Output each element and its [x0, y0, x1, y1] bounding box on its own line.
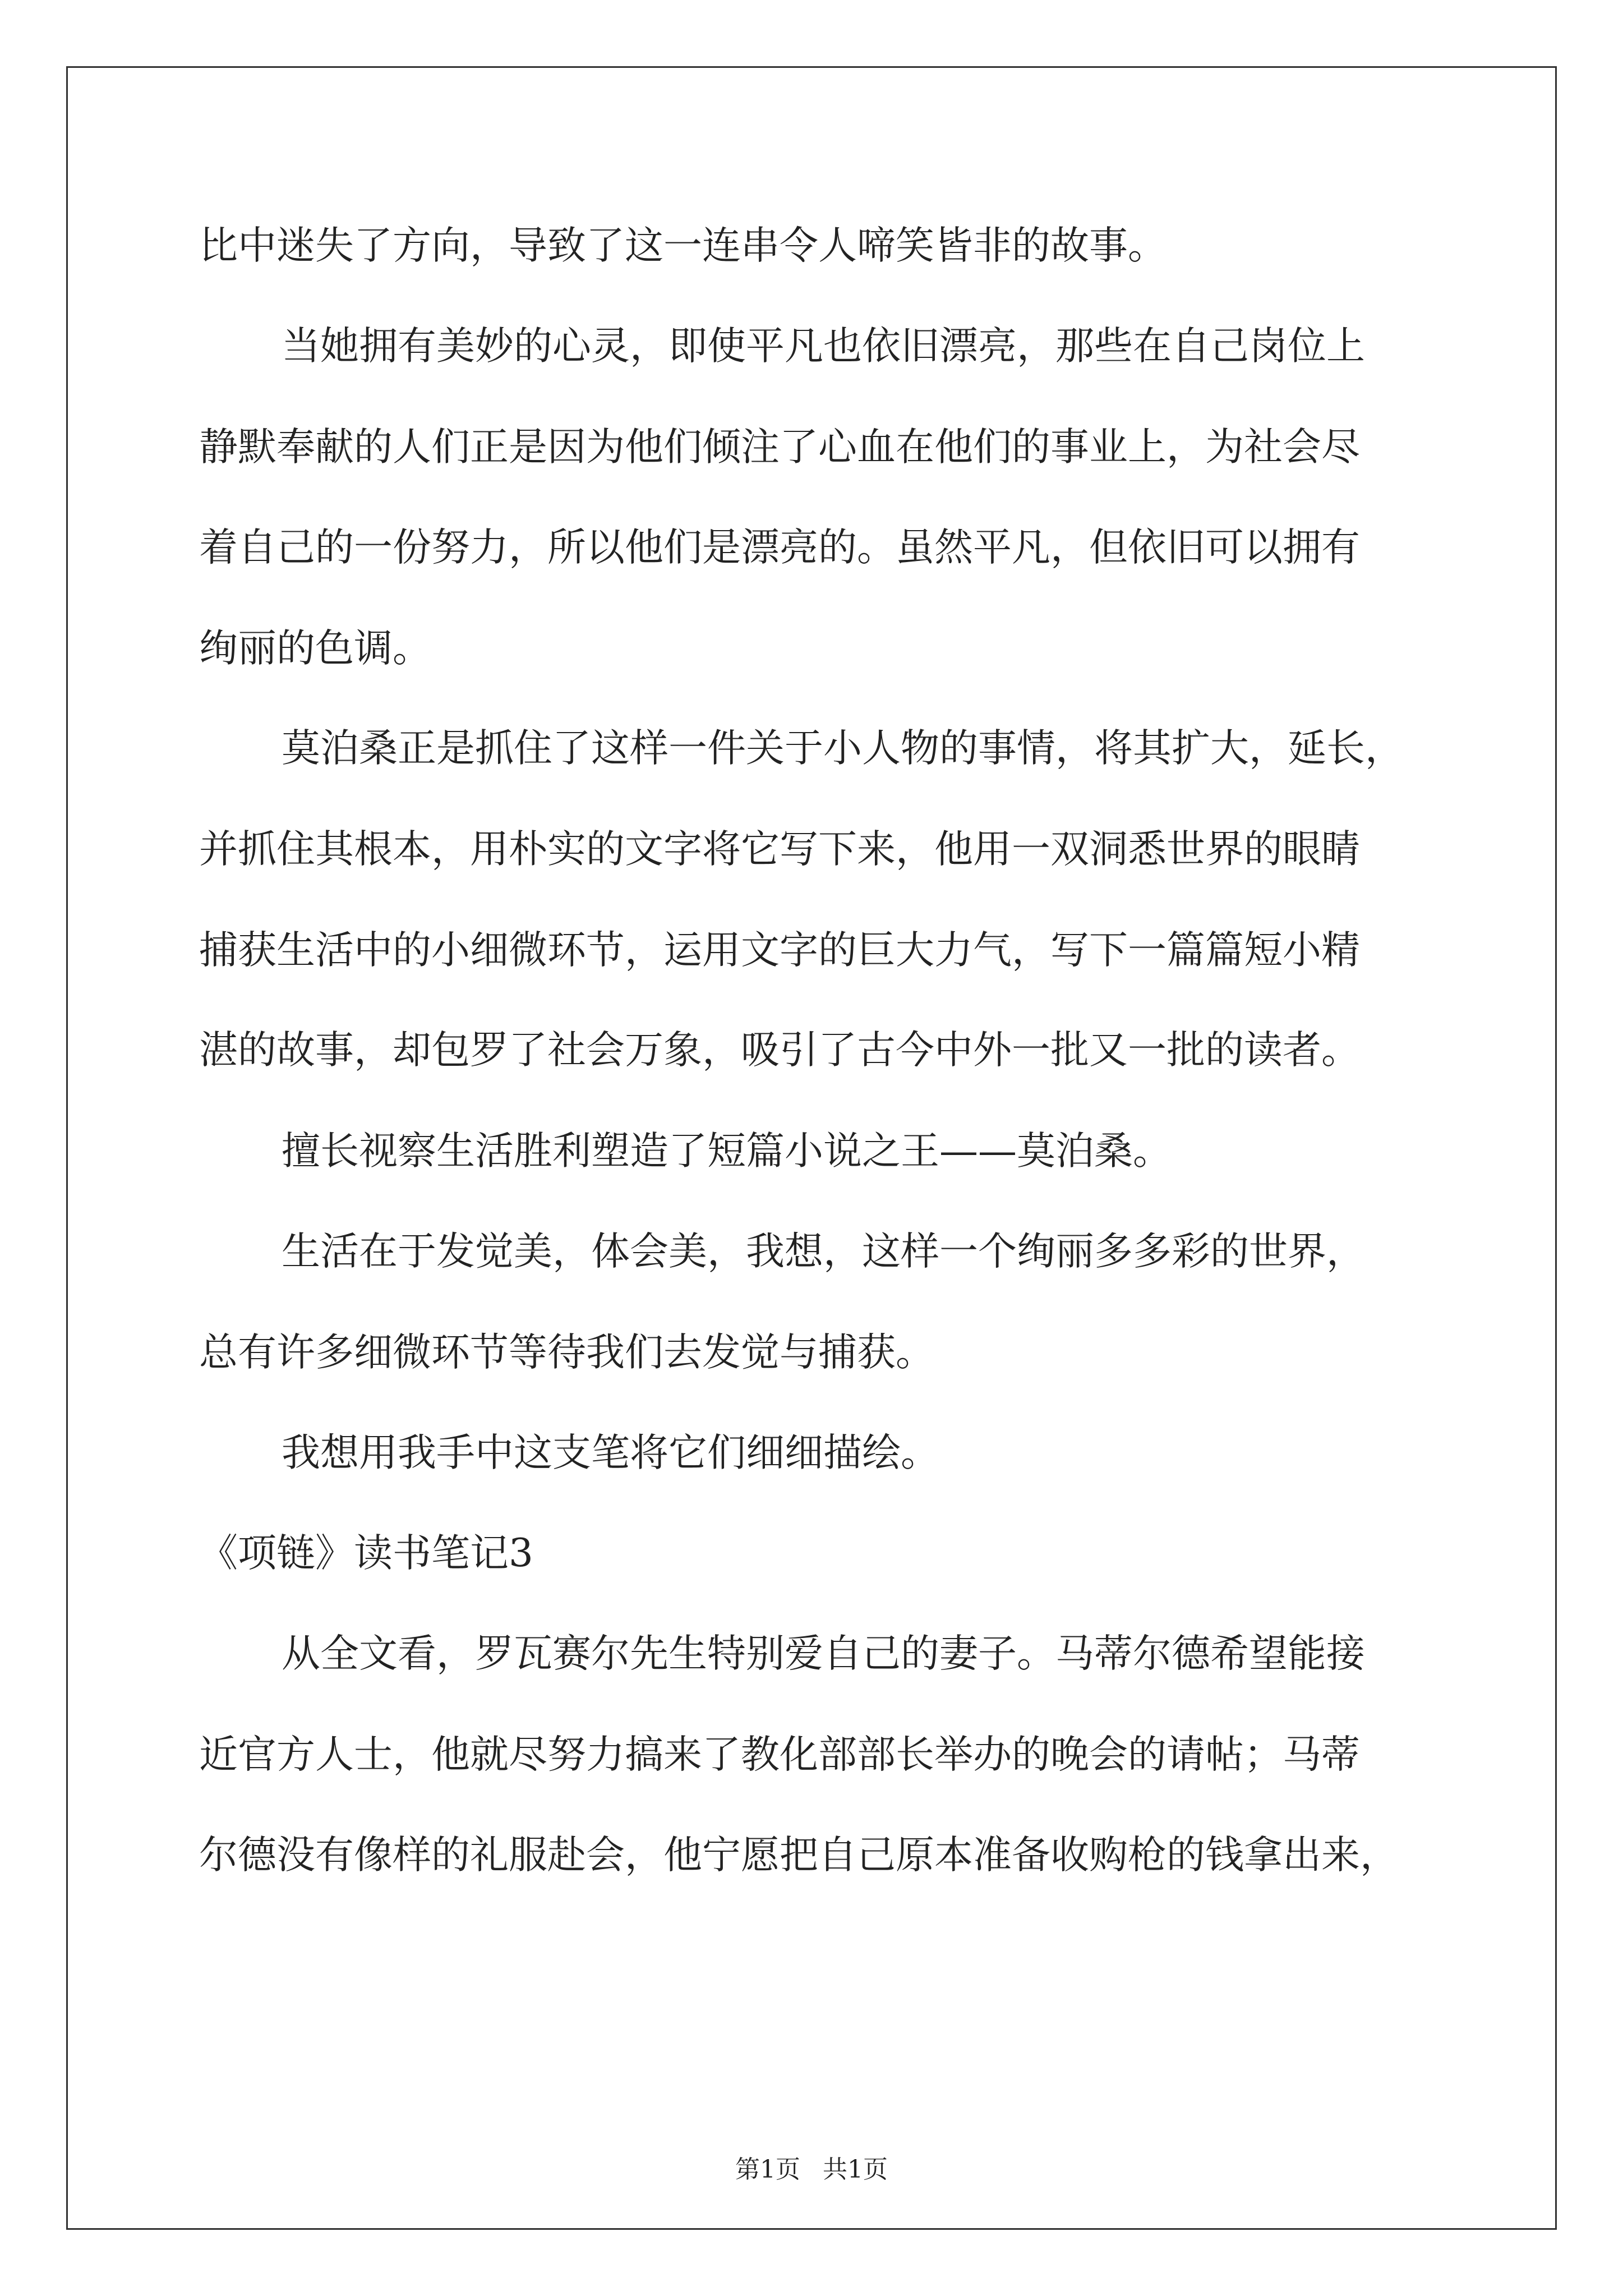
text-line: 近官方人士，他就尽努力搞来了教化部部长举办的晚会的请帖；马蒂: [199, 1732, 1360, 1777]
paragraph-first-line: 生活在于发觉美，体会美，我想，这样一个绚丽多多彩的世界，: [282, 1229, 1365, 1274]
text-line: 绚丽的色调。: [199, 626, 431, 671]
section-heading: 《项链》读书笔记3: [199, 1531, 533, 1576]
text-line: 静默奉献的人们正是因为他们倾注了心血在他们的事业上，为社会尽: [199, 425, 1360, 470]
text-line: 总有许多细微环节等待我们去发觉与捕获。: [199, 1330, 934, 1375]
text-line: 尔德没有像样的礼服赴会，他宁愿把自己原本准备收购枪的钱拿出来，: [199, 1833, 1399, 1878]
text-line: 着自己的一份努力，所以他们是漂亮的。虽然平凡，但依旧可以拥有: [199, 525, 1360, 570]
paragraph-first-line: 擅长视察生活胜利塑造了短篇小说之王——莫泊桑。: [282, 1129, 1172, 1174]
text-line: 比中迷失了方向，导致了这一连串令人啼笑皆非的故事。: [199, 223, 1166, 268]
page-number: 第1页: [735, 2155, 800, 2184]
paragraph-first-line: 莫泊桑正是抓住了这样一件关于小人物的事情，将其扩大，延长，: [282, 726, 1404, 771]
paragraph-first-line: 我想用我手中这支笔将它们细细描绘。: [282, 1430, 939, 1475]
paragraph-first-line: 当她拥有美妙的心灵，即使平凡也依旧漂亮，那些在自己岗位上: [282, 324, 1365, 369]
text-line: 湛的故事，却包罗了社会万象，吸引了古今中外一批又一批的读者。: [199, 1028, 1360, 1073]
text-line: 并抓住其根本，用朴实的文字将它写下来，他用一双洞悉世界的眼睛: [199, 827, 1360, 872]
text-line: 捕获生活中的小细微环节，运用文字的巨大力气，写下一篇篇短小精: [199, 928, 1360, 973]
page-footer: [0, 2153, 1623, 2187]
page-total: 共1页: [823, 2155, 888, 2184]
paragraph-first-line: 从全文看，罗瓦赛尔先生特别爱自己的妻子。马蒂尔德希望能接: [282, 1631, 1365, 1676]
